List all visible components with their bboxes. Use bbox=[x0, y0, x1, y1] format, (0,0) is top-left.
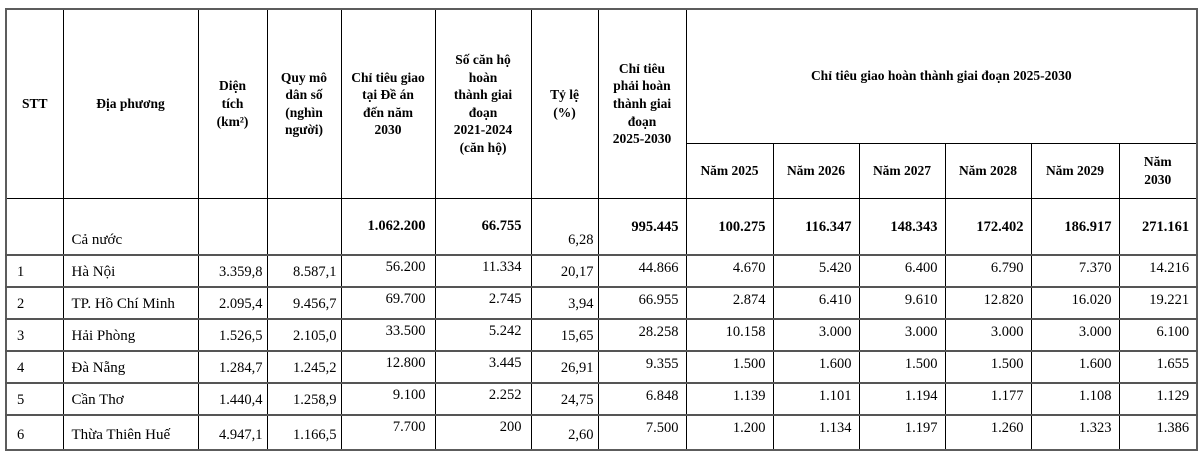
cell-so-can-ho: 3.445 bbox=[435, 351, 531, 383]
cell-nam-2030: 14.216 bbox=[1119, 255, 1197, 287]
header-dien-tich: Diện tích (km²) bbox=[198, 9, 267, 198]
cell-locality: Hải Phòng bbox=[63, 319, 198, 351]
cell-quy-mo: 8.587,1 bbox=[267, 255, 341, 287]
cell-nam-2025: 100.275 bbox=[686, 198, 773, 255]
cell-nam-2029: 1.108 bbox=[1031, 383, 1119, 415]
cell-nam-2028: 1.500 bbox=[945, 351, 1031, 383]
cell-nam-2027: 1.194 bbox=[859, 383, 945, 415]
header-nam-2025: Năm 2025 bbox=[686, 143, 773, 198]
table-body bbox=[6, 198, 1197, 450]
cell-nam-2030: 6.100 bbox=[1119, 319, 1197, 351]
cell-ty-le: 15,65 bbox=[531, 319, 598, 351]
header-so-can-ho-2021-2024: Số căn hộ hoàn thành giai đoạn 2021-2024 (căn hộ) bbox=[435, 9, 531, 198]
table-row-thua-thien-hue bbox=[6, 415, 1197, 450]
document-page bbox=[0, 8, 1200, 460]
cell-quy-mo: 2.105,0 bbox=[267, 319, 341, 351]
cell-nam-2029: 186.917 bbox=[1031, 198, 1119, 255]
cell-chi-tieu-de-an: 69.700 bbox=[341, 287, 435, 319]
cell-chi-tieu-phai: 7.500 bbox=[598, 415, 686, 450]
cell-nam-2025: 1.139 bbox=[686, 383, 773, 415]
cell-chi-tieu-de-an: 7.700 bbox=[341, 415, 435, 450]
cell-locality: Thừa Thiên Huế bbox=[63, 415, 198, 450]
header-nam-2026: Năm 2026 bbox=[773, 143, 859, 198]
cell-ty-le: 20,17 bbox=[531, 255, 598, 287]
cell-nam-2025: 2.874 bbox=[686, 287, 773, 319]
cell-nam-2028: 12.820 bbox=[945, 287, 1031, 319]
cell-dien-tich: 1.526,5 bbox=[198, 319, 267, 351]
cell-nam-2029: 3.000 bbox=[1031, 319, 1119, 351]
cell-nam-2026: 116.347 bbox=[773, 198, 859, 255]
table-row-ca-nuoc bbox=[6, 198, 1197, 255]
housing-targets-table bbox=[5, 8, 1198, 451]
cell-nam-2026: 1.101 bbox=[773, 383, 859, 415]
cell-so-can-ho: 2.745 bbox=[435, 287, 531, 319]
cell-chi-tieu-de-an: 33.500 bbox=[341, 319, 435, 351]
header-ty-le: Tỷ lệ (%) bbox=[531, 9, 598, 198]
cell-locality: Hà Nội bbox=[63, 255, 198, 287]
cell-nam-2027: 1.500 bbox=[859, 351, 945, 383]
cell-stt: 4 bbox=[6, 351, 63, 383]
cell-quy-mo bbox=[267, 198, 341, 255]
cell-nam-2027: 1.197 bbox=[859, 415, 945, 450]
cell-chi-tieu-phai: 66.955 bbox=[598, 287, 686, 319]
cell-chi-tieu-phai: 44.866 bbox=[598, 255, 686, 287]
cell-dien-tich bbox=[198, 198, 267, 255]
cell-quy-mo: 9.456,7 bbox=[267, 287, 341, 319]
cell-stt: 2 bbox=[6, 287, 63, 319]
cell-nam-2026: 1.600 bbox=[773, 351, 859, 383]
cell-nam-2030: 1.386 bbox=[1119, 415, 1197, 450]
cell-quy-mo: 1.166,5 bbox=[267, 415, 341, 450]
cell-nam-2025: 1.200 bbox=[686, 415, 773, 450]
cell-chi-tieu-phai: 6.848 bbox=[598, 383, 686, 415]
header-quy-mo-dan-so: Quy mô dân số (nghìn người) bbox=[267, 9, 341, 198]
cell-nam-2028: 1.260 bbox=[945, 415, 1031, 450]
header-nam-2027: Năm 2027 bbox=[859, 143, 945, 198]
header-chi-tieu-de-an: Chỉ tiêu giao tại Đề án đến năm 2030 bbox=[341, 9, 435, 198]
table-header bbox=[6, 9, 1197, 198]
cell-ty-le: 2,60 bbox=[531, 415, 598, 450]
cell-nam-2026: 1.134 bbox=[773, 415, 859, 450]
table-row-da-nang bbox=[6, 351, 1197, 383]
cell-dien-tich: 1.440,4 bbox=[198, 383, 267, 415]
cell-nam-2025: 1.500 bbox=[686, 351, 773, 383]
cell-nam-2028: 6.790 bbox=[945, 255, 1031, 287]
cell-so-can-ho: 5.242 bbox=[435, 319, 531, 351]
header-nam-2029: Năm 2029 bbox=[1031, 143, 1119, 198]
cell-chi-tieu-phai: 28.258 bbox=[598, 319, 686, 351]
cell-nam-2026: 6.410 bbox=[773, 287, 859, 319]
cell-nam-2029: 1.323 bbox=[1031, 415, 1119, 450]
cell-nam-2030: 19.221 bbox=[1119, 287, 1197, 319]
cell-chi-tieu-phai: 995.445 bbox=[598, 198, 686, 255]
cell-chi-tieu-de-an: 1.062.200 bbox=[341, 198, 435, 255]
cell-locality: TP. Hồ Chí Minh bbox=[63, 287, 198, 319]
cell-locality: Cả nước bbox=[63, 198, 198, 255]
cell-stt: 1 bbox=[6, 255, 63, 287]
cell-nam-2026: 3.000 bbox=[773, 319, 859, 351]
cell-nam-2028: 172.402 bbox=[945, 198, 1031, 255]
cell-dien-tich: 4.947,1 bbox=[198, 415, 267, 450]
cell-nam-2027: 148.343 bbox=[859, 198, 945, 255]
cell-nam-2027: 6.400 bbox=[859, 255, 945, 287]
cell-nam-2027: 9.610 bbox=[859, 287, 945, 319]
header-stt: STT bbox=[6, 9, 63, 198]
cell-nam-2029: 1.600 bbox=[1031, 351, 1119, 383]
cell-nam-2029: 7.370 bbox=[1031, 255, 1119, 287]
header-row-main bbox=[6, 9, 1197, 143]
header-nam-2028: Năm 2028 bbox=[945, 143, 1031, 198]
cell-locality: Đà Nẵng bbox=[63, 351, 198, 383]
cell-nam-2026: 5.420 bbox=[773, 255, 859, 287]
cell-stt bbox=[6, 198, 63, 255]
cell-dien-tich: 2.095,4 bbox=[198, 287, 267, 319]
cell-stt: 5 bbox=[6, 383, 63, 415]
cell-stt: 3 bbox=[6, 319, 63, 351]
cell-nam-2025: 10.158 bbox=[686, 319, 773, 351]
table-row-ha-noi bbox=[6, 255, 1197, 287]
cell-so-can-ho: 200 bbox=[435, 415, 531, 450]
cell-quy-mo: 1.258,9 bbox=[267, 383, 341, 415]
cell-nam-2029: 16.020 bbox=[1031, 287, 1119, 319]
cell-ty-le: 3,94 bbox=[531, 287, 598, 319]
cell-chi-tieu-de-an: 12.800 bbox=[341, 351, 435, 383]
cell-dien-tich: 1.284,7 bbox=[198, 351, 267, 383]
cell-quy-mo: 1.245,2 bbox=[267, 351, 341, 383]
cell-nam-2030: 271.161 bbox=[1119, 198, 1197, 255]
cell-chi-tieu-de-an: 56.200 bbox=[341, 255, 435, 287]
cell-stt: 6 bbox=[6, 415, 63, 450]
cell-nam-2030: 1.129 bbox=[1119, 383, 1197, 415]
table-row-tp-hcm bbox=[6, 287, 1197, 319]
cell-locality: Cần Thơ bbox=[63, 383, 198, 415]
table-row-hai-phong bbox=[6, 319, 1197, 351]
cell-nam-2030: 1.655 bbox=[1119, 351, 1197, 383]
cell-so-can-ho: 2.252 bbox=[435, 383, 531, 415]
header-group-giao-hoan-thanh-2025-2030: Chỉ tiêu giao hoàn thành giai đoạn 2025-2030 bbox=[686, 9, 1197, 143]
cell-so-can-ho: 11.334 bbox=[435, 255, 531, 287]
cell-nam-2025: 4.670 bbox=[686, 255, 773, 287]
cell-nam-2028: 3.000 bbox=[945, 319, 1031, 351]
cell-chi-tieu-phai: 9.355 bbox=[598, 351, 686, 383]
table-row-can-tho bbox=[6, 383, 1197, 415]
cell-ty-le: 26,91 bbox=[531, 351, 598, 383]
cell-nam-2027: 3.000 bbox=[859, 319, 945, 351]
header-nam-2030: Năm 2030 bbox=[1119, 143, 1197, 198]
cell-chi-tieu-de-an: 9.100 bbox=[341, 383, 435, 415]
cell-ty-le: 24,75 bbox=[531, 383, 598, 415]
cell-so-can-ho: 66.755 bbox=[435, 198, 531, 255]
header-chi-tieu-phai-hoan-thanh: Chỉ tiêu phải hoàn thành giai đoạn 2025-2030 bbox=[598, 9, 686, 198]
cell-nam-2028: 1.177 bbox=[945, 383, 1031, 415]
header-dia-phuong: Địa phương bbox=[63, 9, 198, 198]
cell-ty-le: 6,28 bbox=[531, 198, 598, 255]
cell-dien-tich: 3.359,8 bbox=[198, 255, 267, 287]
